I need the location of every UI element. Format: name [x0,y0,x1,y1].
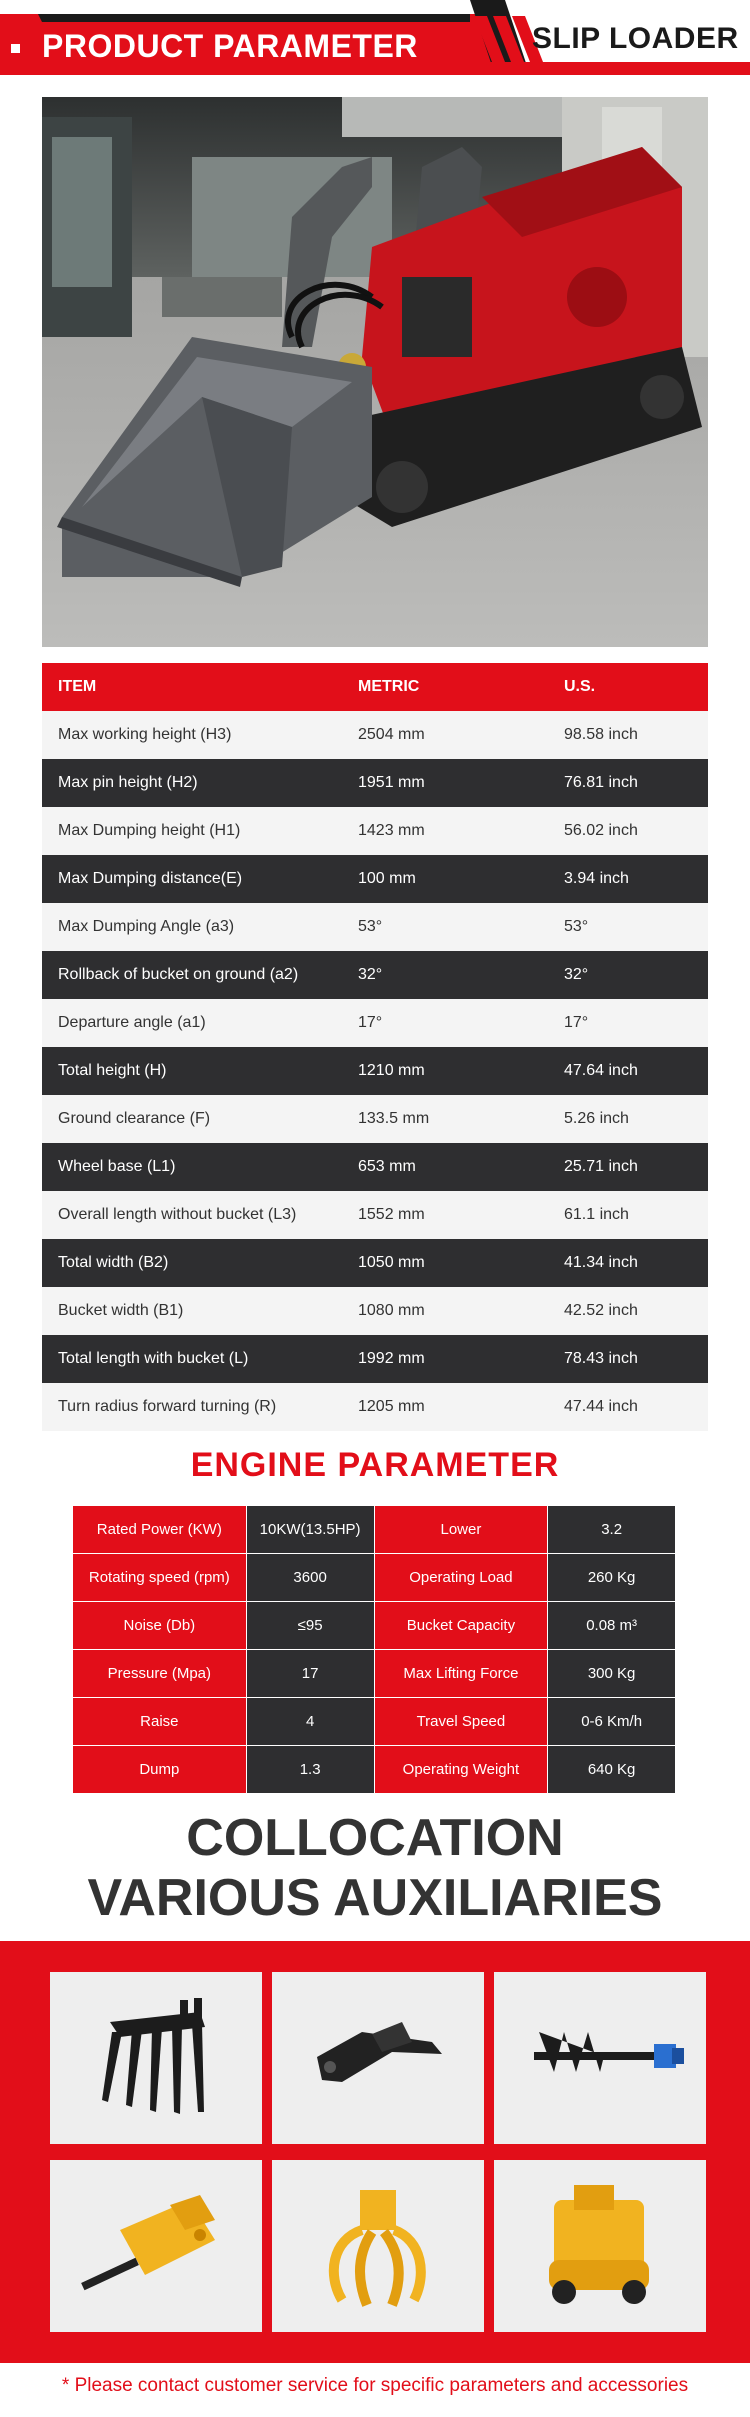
ripper-icon [272,1972,484,2144]
engine-value: 3600 [246,1554,374,1602]
accessory-hydraulic-breaker [50,2160,262,2332]
collocation-title-line1: COLLOCATION [186,1809,564,1867]
engine-section-title: ENGINE PARAMETER [190,1446,560,1484]
row-item: Max Dumping Angle (a3) [58,918,235,935]
table-row [42,1239,708,1287]
table-row [42,855,708,903]
accessory-ripper [272,1972,484,2144]
row-us: 56.02 inch [564,822,638,839]
row-item: Overall length without bucket (L3) [58,1206,297,1223]
table-row [42,807,708,855]
engine-label: Rotating speed (rpm) [73,1554,247,1602]
engine-value: ≤95 [246,1602,374,1650]
row-item: Total length with bucket (L) [58,1350,249,1367]
collocation-title-line2: VARIOUS AUXILIARIES [87,1869,663,1927]
row-metric: 1992 mm [358,1350,425,1367]
engine-label: Max Lifting Force [374,1650,548,1698]
row-item: Wheel base (L1) [58,1158,176,1175]
row-item: Max Dumping distance(E) [58,870,243,887]
table-row [42,999,708,1047]
engine-value: 640 Kg [548,1746,676,1794]
row-metric: 133.5 mm [358,1110,430,1127]
table-row [73,1698,676,1746]
table-row [73,1746,676,1794]
row-us: 42.52 inch [564,1302,638,1319]
row-us: 5.26 inch [564,1110,629,1127]
row-us: 98.58 inch [564,726,638,743]
row-item: Turn radius forward turning (R) [58,1398,277,1415]
row-metric: 1080 mm [358,1302,425,1319]
hydraulic-breaker-icon [50,2160,262,2332]
table-row [42,951,708,999]
engine-value: 1.3 [246,1746,374,1794]
row-metric: 100 mm [358,870,416,887]
engine-value: 0.08 m³ [548,1602,676,1650]
engine-table [72,1505,676,1794]
column-header-metric: METRIC [358,678,420,695]
row-metric: 32° [358,966,383,983]
engine-value: 0-6 Km/h [548,1698,676,1746]
row-item: Total height (H) [58,1062,167,1079]
accessory-trencher [494,2160,706,2332]
page-header [0,0,750,75]
table-row [73,1602,676,1650]
row-item: Departure angle (a1) [58,1014,206,1031]
row-item: Max pin height (H2) [58,774,198,791]
row-metric: 1050 mm [358,1254,425,1271]
spec-table [42,663,708,1431]
engine-label: Operating Weight [374,1746,548,1794]
table-row [42,1143,708,1191]
engine-label: Bucket Capacity [374,1602,548,1650]
row-item: Max working height (H3) [58,726,232,743]
row-us: 32° [564,966,589,983]
table-row [42,1335,708,1383]
engine-label: Operating Load [374,1554,548,1602]
row-us: 76.81 inch [564,774,638,791]
spec-table-header [42,663,708,711]
row-us: 25.71 inch [564,1158,638,1175]
table-row [42,1383,708,1431]
engine-label: Rated Power (KW) [73,1506,247,1554]
row-us: 3.94 inch [564,870,629,887]
table-row [42,711,708,759]
accessory-auger [494,1972,706,2144]
table-row [73,1554,676,1602]
row-us: 53° [564,918,589,935]
row-metric: 17° [358,1014,383,1031]
engine-label: Raise [73,1698,247,1746]
table-row [42,1047,708,1095]
row-item: Total width (B2) [58,1254,169,1271]
collocation-title [0,1808,750,1928]
row-us: 17° [564,1014,589,1031]
row-metric: 1552 mm [358,1206,425,1223]
table-row [42,1095,708,1143]
row-us: 47.44 inch [564,1398,638,1415]
table-row [42,1287,708,1335]
table-row [42,759,708,807]
engine-label: Noise (Db) [73,1602,247,1650]
row-us: 47.64 inch [564,1062,638,1079]
table-row [73,1650,676,1698]
row-metric: 1951 mm [358,774,425,791]
row-us: 78.43 inch [564,1350,638,1367]
row-item: Ground clearance (F) [58,1110,211,1127]
row-metric: 1205 mm [358,1398,425,1415]
engine-value: 10KW(13.5HP) [246,1506,374,1554]
product-category-label: SLIP LOADER [532,22,739,55]
row-us: 41.34 inch [564,1254,638,1271]
table-row [42,1191,708,1239]
accessory-rake [50,1972,262,2144]
row-metric: 1210 mm [358,1062,425,1079]
row-metric: 1423 mm [358,822,425,839]
contact-note: * Please contact customer service for specific parameters and accessories [61,2375,689,2396]
table-row [73,1506,676,1554]
engine-value: 4 [246,1698,374,1746]
row-item: Rollback of bucket on ground (a2) [58,966,299,983]
engine-label: Pressure (Mpa) [73,1650,247,1698]
grapple-icon [272,2160,484,2332]
engine-label: Dump [73,1746,247,1794]
engine-label: Travel Speed [374,1698,548,1746]
table-row [42,903,708,951]
row-metric: 53° [358,918,383,935]
row-item: Max Dumping height (H1) [58,822,241,839]
row-us: 61.1 inch [564,1206,629,1223]
rake-icon [50,1972,262,2144]
row-metric: 2504 mm [358,726,425,743]
column-header-us: U.S. [564,678,596,695]
accessory-grapple [272,2160,484,2332]
auger-icon [494,1972,706,2144]
engine-value: 17 [246,1650,374,1698]
engine-value: 300 Kg [548,1650,676,1698]
trencher-icon [494,2160,706,2332]
column-header-item: ITEM [58,678,97,695]
page-title: PRODUCT PARAMETER [42,28,418,64]
row-metric: 653 mm [358,1158,416,1175]
row-item: Bucket width (B1) [58,1302,184,1319]
engine-label: Lower [374,1506,548,1554]
product-photo [42,97,708,647]
engine-value: 260 Kg [548,1554,676,1602]
engine-value: 3.2 [548,1506,676,1554]
